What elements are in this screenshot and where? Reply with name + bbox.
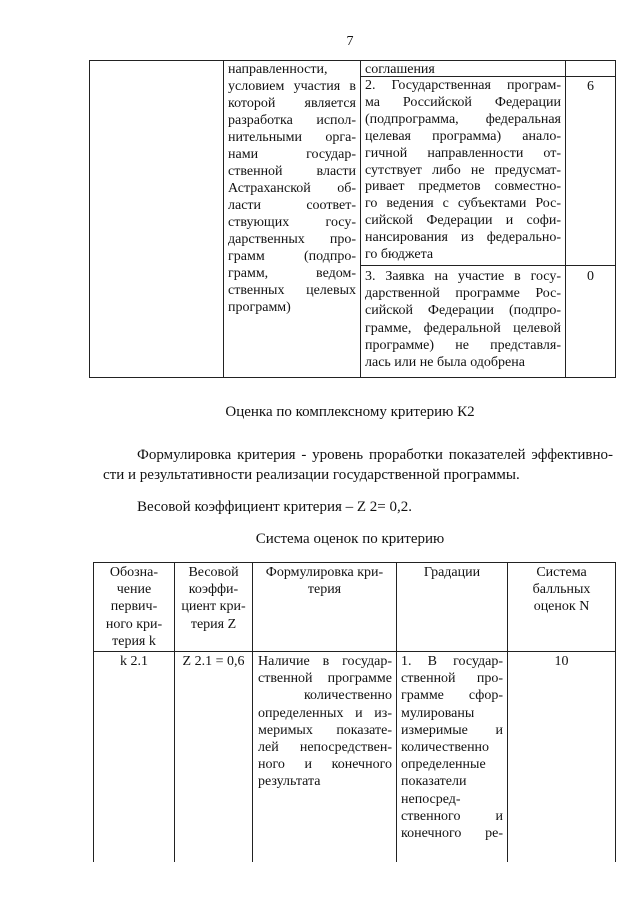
scores-heading: Система оценок по критерию	[255, 531, 445, 547]
table2-header-gradations: Градации	[423, 565, 481, 580]
table2-row-weight: Z 2.1 = 0,6	[182, 654, 245, 669]
table2-col-divider	[396, 562, 397, 862]
table2-row-code: k 2.1	[120, 654, 148, 669]
table1-row2-score: 0	[587, 269, 594, 284]
table1-col3-text: направленности, условием участия в которой является разработка испол- нительными орга- нами государ- ственной власти Астраханской об- ласти соответ- ствующих госу- дарственных про- грамм (подпро- грамм, ведом- ственных целевых программ)	[228, 62, 356, 315]
table1-row0-text: соглашения	[365, 62, 435, 77]
weight-coefficient: Весовой коэффициент критерия – Z 2= 0,2.	[137, 499, 413, 515]
table2-header-formulation: Формулировка кри- терия	[265, 565, 384, 598]
table2-row-gradations: 1. В государ- ственной про- грамме сфор- мулированы измеримые и количественно определенные показатели непосред- ственного и конечного ре-	[401, 654, 503, 842]
table1-left-border	[89, 60, 90, 378]
section-heading: Оценка по комплексному критерию К2	[225, 404, 475, 420]
table2-col-divider	[252, 562, 253, 862]
table1-row-divider	[360, 265, 616, 266]
table2-header-code: Обозна- чение первич- ного кри- терия k	[105, 565, 163, 649]
table1-right-border	[615, 60, 616, 378]
table1-bottom-border	[89, 377, 616, 378]
table1-col-divider	[223, 60, 224, 378]
table1-row1-score: 6	[587, 79, 594, 94]
table1-row1-text: 2. Государственная програм- ма Российской Федерации (подпрограмма, федеральная целевая программа) анало- гичной направленности от- сутствует либо не предусмат- ривает предметов совместно- го ведения с субъектами Рос- сийской Федерации и софи- нансирования из федерально- го бюджета	[365, 78, 561, 263]
criterion-formulation: Формулировка критерия - уровень проработки показателей эффективно- сти и результативности реализации государственной программы.	[103, 447, 613, 483]
table2-top-border	[93, 562, 616, 563]
table2-header-weight: Весовой коэффи- циент кри- терия Z	[181, 565, 246, 632]
table2-header-score-system: Система балльных оценок N	[532, 565, 591, 615]
table1-row2-text: 3. Заявка на участие в госу- дарственной программе Рос- сийской Федерации (подпро- грамме, федеральной целевой программе) не представля- лась или не была одобрена	[365, 269, 561, 371]
table1-col-divider	[565, 60, 566, 378]
page-number: 7	[346, 34, 354, 49]
table2-row-formulation: Наличие в государ- ственной программе количественно определенных и из- меримых показате- лей непосредствен- ного и конечного результата	[258, 654, 392, 790]
table2-right-border	[615, 562, 616, 862]
table2-header-divider	[93, 651, 616, 652]
table1-col-divider	[360, 60, 361, 378]
table2-row-score: 10	[554, 654, 569, 669]
